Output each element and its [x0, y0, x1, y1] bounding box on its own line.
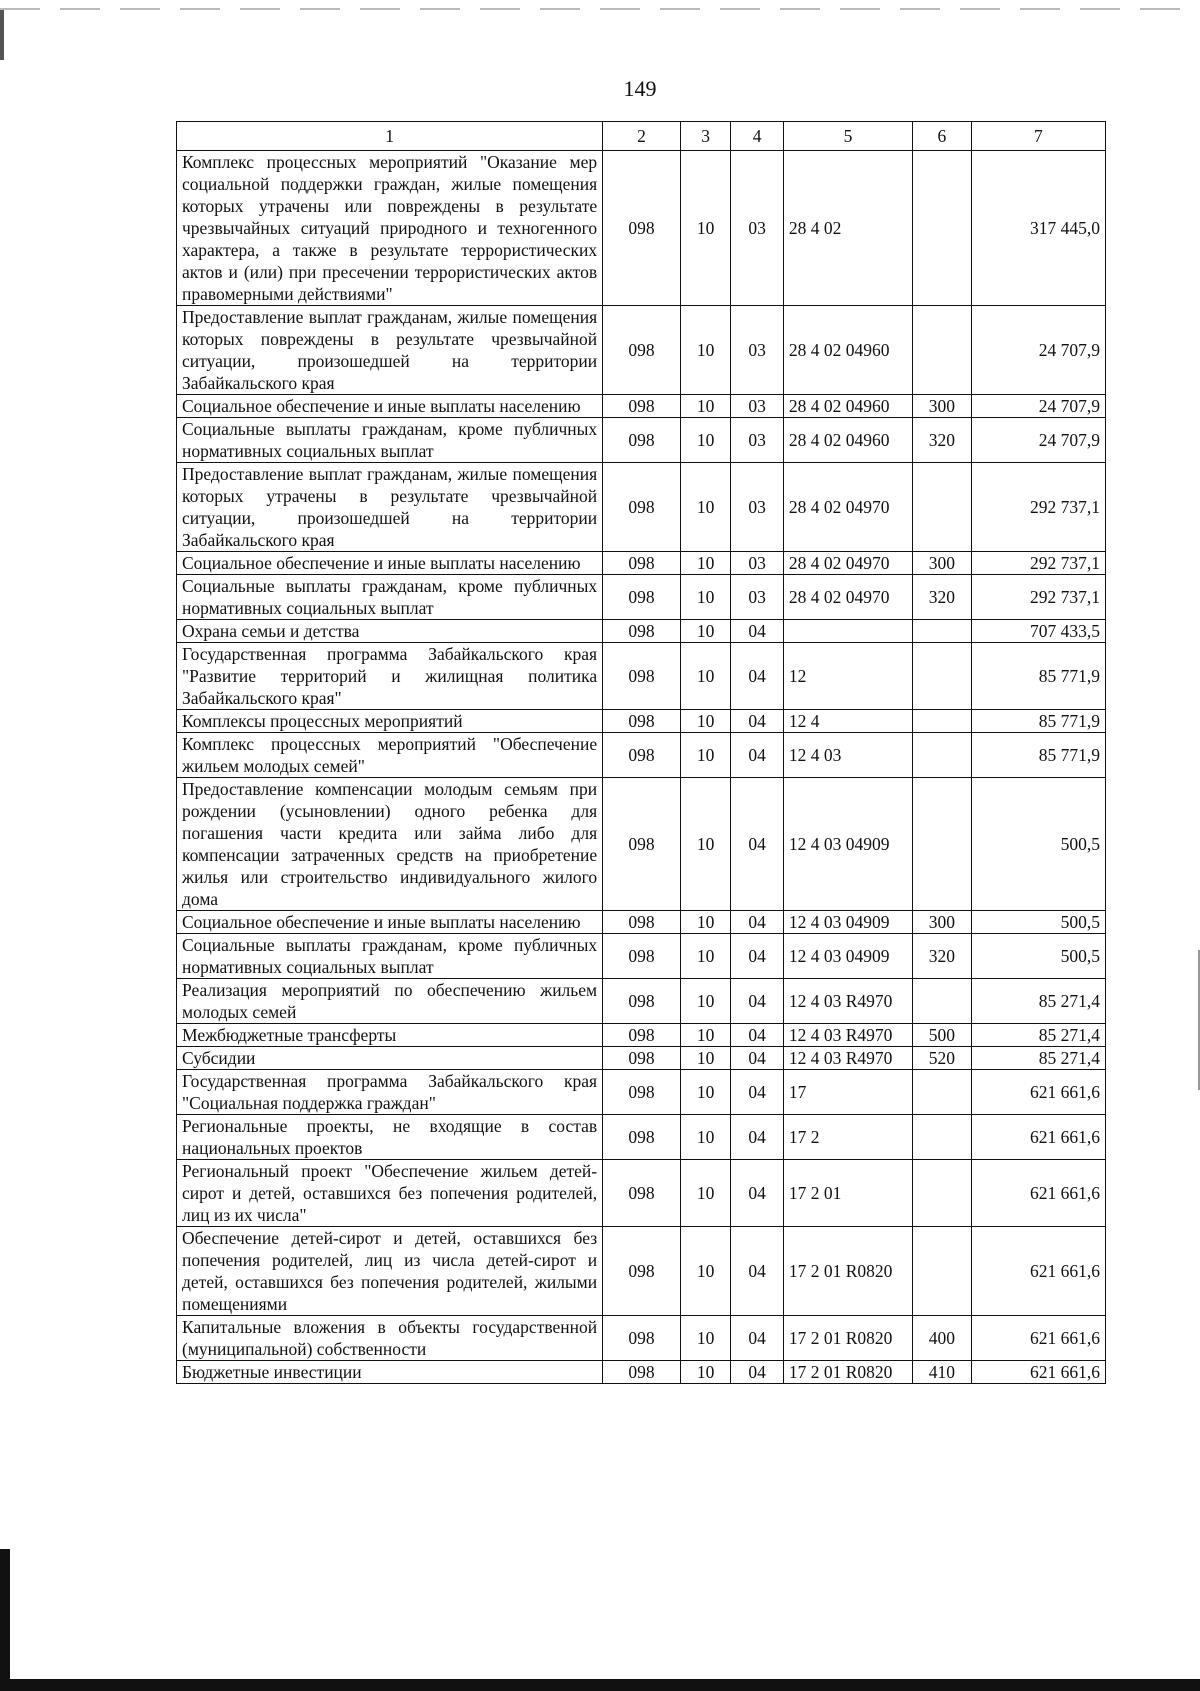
item-name-cell: Социальные выплаты гражданам, кроме публичных нормативных социальных выплат	[177, 575, 603, 620]
table-row	[177, 395, 1106, 418]
section-code-cell: 10	[680, 710, 730, 733]
ministry-code-cell: 098	[603, 1227, 681, 1316]
item-name-cell: Субсидии	[177, 1047, 603, 1070]
section-code-cell: 10	[680, 306, 730, 395]
ministry-code-cell: 098	[603, 979, 681, 1024]
target-article-cell: 17 2	[783, 1115, 912, 1160]
target-article-cell	[783, 620, 912, 643]
target-article-cell: 12	[783, 643, 912, 710]
table-row	[177, 979, 1106, 1024]
section-code-cell: 10	[680, 1047, 730, 1070]
subsection-code-cell: 04	[731, 1047, 784, 1070]
table-row	[177, 1227, 1106, 1316]
amount-cell: 85 271,4	[971, 979, 1105, 1024]
item-name-cell: Комплексы процессных мероприятий	[177, 710, 603, 733]
subsection-code-cell: 04	[731, 979, 784, 1024]
subsection-code-cell: 04	[731, 778, 784, 911]
expense-type-cell: 300	[913, 395, 972, 418]
item-name-cell: Бюджетные инвестиции	[177, 1361, 603, 1384]
table-row	[177, 1316, 1106, 1361]
subsection-code-cell: 04	[731, 1024, 784, 1047]
subsection-code-cell: 03	[731, 463, 784, 552]
scan-edge-top	[0, 8, 1200, 10]
target-article-cell: 12 4	[783, 710, 912, 733]
scan-edge-left	[0, 10, 4, 60]
amount-cell: 24 707,9	[971, 418, 1105, 463]
ministry-code-cell: 098	[603, 306, 681, 395]
header-cell: 2	[603, 122, 681, 151]
subsection-code-cell: 03	[731, 306, 784, 395]
ministry-code-cell: 098	[603, 1115, 681, 1160]
section-code-cell: 10	[680, 395, 730, 418]
ministry-code-cell: 098	[603, 1024, 681, 1047]
ministry-code-cell: 098	[603, 710, 681, 733]
target-article-cell: 28 4 02 04960	[783, 306, 912, 395]
ministry-code-cell: 098	[603, 463, 681, 552]
table-header-row	[177, 122, 1106, 151]
section-code-cell: 10	[680, 778, 730, 911]
section-code-cell: 10	[680, 1316, 730, 1361]
item-name-cell: Комплекс процессных мероприятий "Оказание мер социальной поддержки граждан, жилые помещения которых утрачены или повреждены в результате чрезвычайных ситуаций природного и техногенного характера, а также в результате террористических актов и (или) при пресечении террористических актов правомерными действиями"	[177, 151, 603, 306]
amount-cell: 317 445,0	[971, 151, 1105, 306]
subsection-code-cell: 03	[731, 575, 784, 620]
target-article-cell: 28 4 02 04960	[783, 418, 912, 463]
target-article-cell: 17 2 01 R0820	[783, 1361, 912, 1384]
subsection-code-cell: 03	[731, 151, 784, 306]
section-code-cell: 10	[680, 1115, 730, 1160]
target-article-cell: 17	[783, 1070, 912, 1115]
item-name-cell: Капитальные вложения в объекты государственной (муниципальной) собственности	[177, 1316, 603, 1361]
item-name-cell: Государственная программа Забайкальского края "Социальная поддержка граждан"	[177, 1070, 603, 1115]
item-name-cell: Социальное обеспечение и иные выплаты населению	[177, 911, 603, 934]
expense-type-cell: 520	[913, 1047, 972, 1070]
item-name-cell: Социальное обеспечение и иные выплаты населению	[177, 395, 603, 418]
header-cell: 5	[783, 122, 912, 151]
section-code-cell: 10	[680, 1070, 730, 1115]
table-row	[177, 1115, 1106, 1160]
amount-cell: 621 661,6	[971, 1160, 1105, 1227]
amount-cell: 85 271,4	[971, 1024, 1105, 1047]
amount-cell: 621 661,6	[971, 1227, 1105, 1316]
section-code-cell: 10	[680, 1361, 730, 1384]
subsection-code-cell: 04	[731, 643, 784, 710]
table-row	[177, 151, 1106, 306]
subsection-code-cell: 04	[731, 1361, 784, 1384]
subsection-code-cell: 04	[731, 620, 784, 643]
amount-cell: 85 771,9	[971, 643, 1105, 710]
expense-type-cell	[913, 1160, 972, 1227]
item-name-cell: Социальные выплаты гражданам, кроме публичных нормативных социальных выплат	[177, 418, 603, 463]
subsection-code-cell: 04	[731, 710, 784, 733]
amount-cell: 621 661,6	[971, 1361, 1105, 1384]
expense-type-cell	[913, 620, 972, 643]
table-row	[177, 1024, 1106, 1047]
section-code-cell: 10	[680, 1227, 730, 1316]
subsection-code-cell: 04	[731, 1160, 784, 1227]
ministry-code-cell: 098	[603, 934, 681, 979]
expense-type-cell: 300	[913, 552, 972, 575]
section-code-cell: 10	[680, 620, 730, 643]
amount-cell: 621 661,6	[971, 1316, 1105, 1361]
expense-type-cell	[913, 979, 972, 1024]
ministry-code-cell: 098	[603, 1160, 681, 1227]
table-row	[177, 1070, 1106, 1115]
target-article-cell: 12 4 03 04909	[783, 778, 912, 911]
table-row	[177, 552, 1106, 575]
item-name-cell: Охрана семьи и детства	[177, 620, 603, 643]
amount-cell: 24 707,9	[971, 306, 1105, 395]
table-row	[177, 911, 1106, 934]
amount-cell: 292 737,1	[971, 552, 1105, 575]
table-row	[177, 1160, 1106, 1227]
ministry-code-cell: 098	[603, 1047, 681, 1070]
header-cell: 7	[971, 122, 1105, 151]
ministry-code-cell: 098	[603, 151, 681, 306]
expense-type-cell: 500	[913, 1024, 972, 1047]
subsection-code-cell: 04	[731, 1316, 784, 1361]
amount-cell: 621 661,6	[971, 1115, 1105, 1160]
section-code-cell: 10	[680, 1024, 730, 1047]
expense-type-cell: 320	[913, 418, 972, 463]
table-row	[177, 733, 1106, 778]
amount-cell: 707 433,5	[971, 620, 1105, 643]
budget-table	[176, 121, 1106, 1384]
expense-type-cell	[913, 151, 972, 306]
target-article-cell: 17 2 01	[783, 1160, 912, 1227]
subsection-code-cell: 03	[731, 395, 784, 418]
section-code-cell: 10	[680, 463, 730, 552]
table-row	[177, 934, 1106, 979]
amount-cell: 621 661,6	[971, 1070, 1105, 1115]
amount-cell: 85 771,9	[971, 733, 1105, 778]
item-name-cell: Предоставление компенсации молодым семьям при рождении (усыновлении) одного ребенка для погашения части кредита или займа либо для компенсации затраченных средств на приобретение жилья или строительство индивидуального жилого дома	[177, 778, 603, 911]
scan-edge-bottom-left	[0, 1549, 10, 1679]
expense-type-cell: 400	[913, 1316, 972, 1361]
table-row	[177, 643, 1106, 710]
ministry-code-cell: 098	[603, 911, 681, 934]
table-row	[177, 575, 1106, 620]
expense-type-cell	[913, 306, 972, 395]
section-code-cell: 10	[680, 1160, 730, 1227]
amount-cell: 85 771,9	[971, 710, 1105, 733]
table-row	[177, 1047, 1106, 1070]
table-row	[177, 306, 1106, 395]
section-code-cell: 10	[680, 643, 730, 710]
section-code-cell: 10	[680, 575, 730, 620]
amount-cell: 500,5	[971, 778, 1105, 911]
expense-type-cell	[913, 463, 972, 552]
section-code-cell: 10	[680, 733, 730, 778]
target-article-cell: 28 4 02 04970	[783, 552, 912, 575]
item-name-cell: Социальные выплаты гражданам, кроме публичных нормативных социальных выплат	[177, 934, 603, 979]
item-name-cell: Комплекс процессных мероприятий "Обеспечение жильем молодых семей"	[177, 733, 603, 778]
ministry-code-cell: 098	[603, 620, 681, 643]
ministry-code-cell: 098	[603, 1070, 681, 1115]
scan-edge-bottom	[0, 1679, 1200, 1691]
amount-cell: 24 707,9	[971, 395, 1105, 418]
item-name-cell: Региональные проекты, не входящие в состав национальных проектов	[177, 1115, 603, 1160]
table-row	[177, 710, 1106, 733]
header-cell: 4	[731, 122, 784, 151]
item-name-cell: Государственная программа Забайкальского края "Развитие территорий и жилищная политика Забайкальского края"	[177, 643, 603, 710]
subsection-code-cell: 04	[731, 1070, 784, 1115]
subsection-code-cell: 04	[731, 911, 784, 934]
item-name-cell: Реализация мероприятий по обеспечению жильем молодых семей	[177, 979, 603, 1024]
target-article-cell: 12 4 03 R4970	[783, 979, 912, 1024]
section-code-cell: 10	[680, 552, 730, 575]
amount-cell: 292 737,1	[971, 575, 1105, 620]
header-cell: 1	[177, 122, 603, 151]
expense-type-cell	[913, 1070, 972, 1115]
expense-type-cell	[913, 710, 972, 733]
item-name-cell: Обеспечение детей-сирот и детей, оставшихся без попечения родителей, лиц из числа детей-сирот и детей, оставшихся без попечения родителей, жилыми помещениями	[177, 1227, 603, 1316]
header-cell: 3	[680, 122, 730, 151]
expense-type-cell: 320	[913, 575, 972, 620]
table-row	[177, 778, 1106, 911]
ministry-code-cell: 098	[603, 552, 681, 575]
target-article-cell: 28 4 02 04960	[783, 395, 912, 418]
subsection-code-cell: 03	[731, 418, 784, 463]
subsection-code-cell: 04	[731, 1115, 784, 1160]
expense-type-cell: 300	[913, 911, 972, 934]
amount-cell: 500,5	[971, 934, 1105, 979]
item-name-cell: Предоставление выплат гражданам, жилые помещения которых утрачены в результате чрезвычайной ситуации, произошедшей на территории Забайкальского края	[177, 463, 603, 552]
ministry-code-cell: 098	[603, 575, 681, 620]
table-row	[177, 620, 1106, 643]
item-name-cell: Межбюджетные трансферты	[177, 1024, 603, 1047]
target-article-cell: 17 2 01 R0820	[783, 1316, 912, 1361]
ministry-code-cell: 098	[603, 395, 681, 418]
ministry-code-cell: 098	[603, 1361, 681, 1384]
item-name-cell: Предоставление выплат гражданам, жилые помещения которых повреждены в результате чрезвычайной ситуации, произошедшей на территории Забайкальского края	[177, 306, 603, 395]
header-cell: 6	[913, 122, 972, 151]
target-article-cell: 28 4 02	[783, 151, 912, 306]
section-code-cell: 10	[680, 151, 730, 306]
expense-type-cell	[913, 643, 972, 710]
amount-cell: 500,5	[971, 911, 1105, 934]
expense-type-cell	[913, 778, 972, 911]
expense-type-cell: 410	[913, 1361, 972, 1384]
subsection-code-cell: 04	[731, 934, 784, 979]
target-article-cell: 28 4 02 04970	[783, 463, 912, 552]
expense-type-cell	[913, 1227, 972, 1316]
amount-cell: 292 737,1	[971, 463, 1105, 552]
ministry-code-cell: 098	[603, 778, 681, 911]
item-name-cell: Региональный проект "Обеспечение жильем детей-сирот и детей, оставшихся без попечения родителей, лиц из их числа"	[177, 1160, 603, 1227]
table-row	[177, 418, 1106, 463]
ministry-code-cell: 098	[603, 643, 681, 710]
section-code-cell: 10	[680, 911, 730, 934]
target-article-cell: 12 4 03 04909	[783, 911, 912, 934]
subsection-code-cell: 04	[731, 1227, 784, 1316]
section-code-cell: 10	[680, 979, 730, 1024]
target-article-cell: 12 4 03 R4970	[783, 1047, 912, 1070]
ministry-code-cell: 098	[603, 418, 681, 463]
target-article-cell: 28 4 02 04970	[783, 575, 912, 620]
target-article-cell: 12 4 03	[783, 733, 912, 778]
subsection-code-cell: 04	[731, 733, 784, 778]
target-article-cell: 17 2 01 R0820	[783, 1227, 912, 1316]
table-row	[177, 463, 1106, 552]
section-code-cell: 10	[680, 418, 730, 463]
item-name-cell: Социальное обеспечение и иные выплаты населению	[177, 552, 603, 575]
subsection-code-cell: 03	[731, 552, 784, 575]
section-code-cell: 10	[680, 934, 730, 979]
table-row	[177, 1361, 1106, 1384]
target-article-cell: 12 4 03 04909	[783, 934, 912, 979]
expense-type-cell	[913, 733, 972, 778]
ministry-code-cell: 098	[603, 733, 681, 778]
page-number: 149	[623, 76, 657, 101]
amount-cell: 85 271,4	[971, 1047, 1105, 1070]
ministry-code-cell: 098	[603, 1316, 681, 1361]
expense-type-cell: 320	[913, 934, 972, 979]
target-article-cell: 12 4 03 R4970	[783, 1024, 912, 1047]
expense-type-cell	[913, 1115, 972, 1160]
